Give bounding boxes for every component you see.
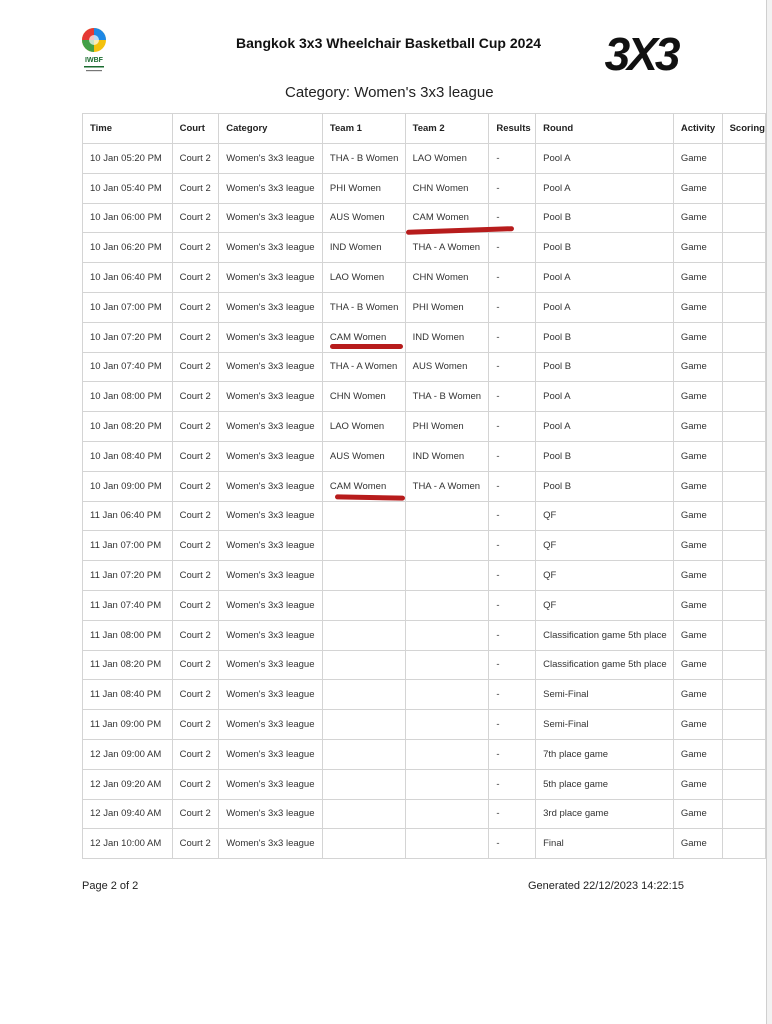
cell-results: - [489, 144, 536, 174]
col-header-team-2: Team 2 [405, 114, 489, 144]
cell-round: Classification game 5th place [536, 620, 674, 650]
cell-round: 3rd place game [536, 799, 674, 829]
3x3-logo-text: 3X3 [604, 28, 678, 76]
cell-category: Women's 3x3 league [219, 203, 323, 233]
cell-scoring [722, 263, 765, 293]
cell-activity: Game [673, 650, 722, 680]
cell-court: Court 2 [172, 680, 219, 710]
cell-activity: Game [673, 561, 722, 591]
page-number: Page 2 of 2 [82, 880, 139, 892]
cell-court: Court 2 [172, 710, 219, 740]
cell-time: 10 Jan 07:40 PM [83, 352, 173, 382]
cell-time: 11 Jan 09:00 PM [83, 710, 173, 740]
cell-results: - [489, 441, 536, 471]
cell-team-1 [322, 650, 405, 680]
cell-scoring [722, 322, 765, 352]
cell-team-2 [405, 739, 489, 769]
table-row [83, 561, 766, 591]
table-row [83, 471, 766, 501]
cell-time: 10 Jan 08:00 PM [83, 382, 173, 412]
table-row [83, 173, 766, 203]
cell-round: Pool A [536, 144, 674, 174]
cell-activity: Game [673, 769, 722, 799]
cell-activity: Game [673, 620, 722, 650]
cell-activity: Game [673, 739, 722, 769]
cell-team-1: AUS Women [322, 203, 405, 233]
cell-round: Pool B [536, 352, 674, 382]
cell-results: - [489, 531, 536, 561]
cell-scoring [722, 292, 765, 322]
cell-activity: Game [673, 412, 722, 442]
cell-scoring [722, 412, 765, 442]
cell-team-1: LAO Women [322, 263, 405, 293]
cell-round: Pool A [536, 292, 674, 322]
cell-round: 5th place game [536, 769, 674, 799]
cell-category: Women's 3x3 league [219, 531, 323, 561]
table-row [83, 144, 766, 174]
table-header-row [83, 114, 766, 144]
cell-time: 10 Jan 08:20 PM [83, 412, 173, 442]
cell-scoring [722, 620, 765, 650]
cell-activity: Game [673, 710, 722, 740]
cell-category: Women's 3x3 league [219, 650, 323, 680]
table-row [83, 233, 766, 263]
cell-court: Court 2 [172, 531, 219, 561]
3x3-logo [585, 28, 697, 76]
cell-team-1: LAO Women [322, 412, 405, 442]
cell-activity: Game [673, 263, 722, 293]
cell-time: 10 Jan 05:40 PM [83, 173, 173, 203]
cell-time: 10 Jan 06:20 PM [83, 233, 173, 263]
cell-court: Court 2 [172, 144, 219, 174]
col-header-team-1: Team 1 [322, 114, 405, 144]
table-row [83, 710, 766, 740]
cell-activity: Game [673, 531, 722, 561]
cell-round: Pool B [536, 203, 674, 233]
cell-category: Women's 3x3 league [219, 829, 323, 859]
cell-activity: Game [673, 382, 722, 412]
cell-team-1: CAM Women [322, 471, 405, 501]
cell-team-2 [405, 620, 489, 650]
table-row [83, 620, 766, 650]
cell-activity: Game [673, 441, 722, 471]
cell-time: 12 Jan 09:00 AM [83, 739, 173, 769]
cell-team-1: CAM Women [322, 322, 405, 352]
cell-team-2 [405, 501, 489, 531]
cell-time: 12 Jan 10:00 AM [83, 829, 173, 859]
table-row [83, 263, 766, 293]
cell-team-2: IND Women [405, 322, 489, 352]
cell-team-1: THA - A Women [322, 352, 405, 382]
cell-category: Women's 3x3 league [219, 412, 323, 442]
cell-court: Court 2 [172, 441, 219, 471]
cell-round: QF [536, 501, 674, 531]
cell-team-1: AUS Women [322, 441, 405, 471]
cell-activity: Game [673, 233, 722, 263]
table-row [83, 769, 766, 799]
table-row [83, 590, 766, 620]
table-row [83, 829, 766, 859]
cell-activity: Game [673, 680, 722, 710]
cell-court: Court 2 [172, 322, 219, 352]
cell-results: - [489, 650, 536, 680]
cell-time: 11 Jan 06:40 PM [83, 501, 173, 531]
cell-category: Women's 3x3 league [219, 263, 323, 293]
cell-category: Women's 3x3 league [219, 710, 323, 740]
cell-results: - [489, 263, 536, 293]
cell-scoring [722, 799, 765, 829]
cell-category: Women's 3x3 league [219, 322, 323, 352]
cell-scoring [722, 829, 765, 859]
cell-results: - [489, 501, 536, 531]
cell-team-2: PHI Women [405, 292, 489, 322]
cell-results: - [489, 322, 536, 352]
cell-team-2 [405, 769, 489, 799]
table-row [83, 322, 766, 352]
cell-team-2 [405, 650, 489, 680]
cell-category: Women's 3x3 league [219, 590, 323, 620]
cell-category: Women's 3x3 league [219, 292, 323, 322]
cell-team-1 [322, 799, 405, 829]
cell-activity: Game [673, 471, 722, 501]
cell-time: 12 Jan 09:20 AM [83, 769, 173, 799]
cell-results: - [489, 412, 536, 442]
table-body [83, 144, 766, 859]
cell-scoring [722, 769, 765, 799]
cell-scoring [722, 531, 765, 561]
cell-results: - [489, 739, 536, 769]
cell-activity: Game [673, 144, 722, 174]
cell-team-1: THA - B Women [322, 144, 405, 174]
cell-time: 11 Jan 08:40 PM [83, 680, 173, 710]
cell-court: Court 2 [172, 650, 219, 680]
cell-results: - [489, 680, 536, 710]
cell-team-2: THA - A Women [405, 233, 489, 263]
cell-team-2 [405, 590, 489, 620]
cell-round: 7th place game [536, 739, 674, 769]
cell-team-2 [405, 710, 489, 740]
cell-team-2: CAM Women [405, 203, 489, 233]
cell-results: - [489, 292, 536, 322]
cell-scoring [722, 739, 765, 769]
table-row [83, 680, 766, 710]
cell-time: 10 Jan 07:20 PM [83, 322, 173, 352]
cell-scoring [722, 710, 765, 740]
category-subtitle: Category: Women's 3x3 league [285, 84, 494, 101]
cell-category: Women's 3x3 league [219, 799, 323, 829]
cell-category: Women's 3x3 league [219, 382, 323, 412]
table-row [83, 352, 766, 382]
cell-results: - [489, 620, 536, 650]
table-row [83, 292, 766, 322]
generated-timestamp: Generated 22/12/2023 14:22:15 [528, 880, 684, 892]
cell-scoring [722, 561, 765, 591]
table-row [83, 739, 766, 769]
cell-scoring [722, 203, 765, 233]
cell-time: 10 Jan 05:20 PM [83, 144, 173, 174]
cell-court: Court 2 [172, 412, 219, 442]
cell-time: 10 Jan 08:40 PM [83, 441, 173, 471]
cell-results: - [489, 233, 536, 263]
cell-scoring [722, 173, 765, 203]
cell-results: - [489, 829, 536, 859]
cell-scoring [722, 441, 765, 471]
cell-round: Pool B [536, 233, 674, 263]
table-row [83, 799, 766, 829]
schedule-table [82, 113, 766, 859]
cell-court: Court 2 [172, 173, 219, 203]
cell-category: Women's 3x3 league [219, 471, 323, 501]
cell-court: Court 2 [172, 471, 219, 501]
cell-team-2 [405, 531, 489, 561]
cell-team-1: IND Women [322, 233, 405, 263]
cell-activity: Game [673, 501, 722, 531]
table-row [83, 412, 766, 442]
cell-activity: Game [673, 829, 722, 859]
cell-category: Women's 3x3 league [219, 501, 323, 531]
cell-scoring [722, 352, 765, 382]
cell-court: Court 2 [172, 292, 219, 322]
cell-activity: Game [673, 173, 722, 203]
cell-results: - [489, 590, 536, 620]
cell-court: Court 2 [172, 233, 219, 263]
cell-results: - [489, 352, 536, 382]
cell-court: Court 2 [172, 561, 219, 591]
cell-team-2 [405, 561, 489, 591]
cell-team-1 [322, 829, 405, 859]
cell-round: Classification game 5th place [536, 650, 674, 680]
cell-round: QF [536, 590, 674, 620]
col-header-court: Court [172, 114, 219, 144]
cell-activity: Game [673, 203, 722, 233]
col-header-time: Time [83, 114, 173, 144]
cell-time: 10 Jan 06:40 PM [83, 263, 173, 293]
col-header-round: Round [536, 114, 674, 144]
document-title: Bangkok 3x3 Wheelchair Basketball Cup 2024 [236, 35, 542, 51]
cell-category: Women's 3x3 league [219, 739, 323, 769]
cell-time: 10 Jan 06:00 PM [83, 203, 173, 233]
cell-team-1: CHN Women [322, 382, 405, 412]
cell-time: 10 Jan 09:00 PM [83, 471, 173, 501]
cell-court: Court 2 [172, 769, 219, 799]
cell-team-1 [322, 590, 405, 620]
col-header-results: Results [489, 114, 536, 144]
cell-team-2 [405, 799, 489, 829]
cell-team-2: AUS Women [405, 352, 489, 382]
cell-team-1 [322, 769, 405, 799]
cell-court: Court 2 [172, 352, 219, 382]
cell-results: - [489, 710, 536, 740]
cell-team-2 [405, 680, 489, 710]
cell-team-2: THA - B Women [405, 382, 489, 412]
cell-scoring [722, 144, 765, 174]
cell-round: Pool B [536, 322, 674, 352]
cell-category: Women's 3x3 league [219, 173, 323, 203]
cell-activity: Game [673, 352, 722, 382]
cell-category: Women's 3x3 league [219, 620, 323, 650]
cell-team-1 [322, 501, 405, 531]
cell-time: 11 Jan 07:20 PM [83, 561, 173, 591]
cell-court: Court 2 [172, 590, 219, 620]
table-row [83, 382, 766, 412]
cell-team-1: THA - B Women [322, 292, 405, 322]
cell-time: 11 Jan 08:00 PM [83, 620, 173, 650]
col-header-category: Category [219, 114, 323, 144]
cell-results: - [489, 382, 536, 412]
cell-activity: Game [673, 799, 722, 829]
cell-time: 11 Jan 07:40 PM [83, 590, 173, 620]
cell-team-2: CHN Women [405, 173, 489, 203]
col-header-scoring: Scoring [722, 114, 765, 144]
cell-team-1: PHI Women [322, 173, 405, 203]
cell-team-2: PHI Women [405, 412, 489, 442]
cell-court: Court 2 [172, 203, 219, 233]
cell-results: - [489, 203, 536, 233]
cell-team-2: CHN Women [405, 263, 489, 293]
cell-round: QF [536, 531, 674, 561]
cell-scoring [722, 501, 765, 531]
cell-round: Pool B [536, 441, 674, 471]
cell-team-2: THA - A Women [405, 471, 489, 501]
cell-category: Women's 3x3 league [219, 352, 323, 382]
cell-results: - [489, 799, 536, 829]
table-row [83, 501, 766, 531]
cell-court: Court 2 [172, 799, 219, 829]
iwbf-logo-text: IWBF [85, 57, 103, 64]
cell-activity: Game [673, 292, 722, 322]
cell-scoring [722, 382, 765, 412]
cell-round: Pool A [536, 382, 674, 412]
cell-time: 10 Jan 07:00 PM [83, 292, 173, 322]
cell-activity: Game [673, 322, 722, 352]
cell-category: Women's 3x3 league [219, 680, 323, 710]
cell-team-1 [322, 680, 405, 710]
cell-round: QF [536, 561, 674, 591]
table-row [83, 531, 766, 561]
cell-time: 11 Jan 07:00 PM [83, 531, 173, 561]
cell-team-1 [322, 531, 405, 561]
cell-round: Semi-Final [536, 680, 674, 710]
col-header-activity: Activity [673, 114, 722, 144]
cell-round: Semi-Final [536, 710, 674, 740]
cell-team-1 [322, 620, 405, 650]
table-row [83, 441, 766, 471]
cell-category: Women's 3x3 league [219, 441, 323, 471]
cell-team-1 [322, 710, 405, 740]
cell-round: Pool A [536, 173, 674, 203]
cell-results: - [489, 769, 536, 799]
cell-results: - [489, 561, 536, 591]
cell-category: Women's 3x3 league [219, 561, 323, 591]
cell-results: - [489, 471, 536, 501]
annotation-underline [330, 344, 403, 349]
cell-team-1 [322, 739, 405, 769]
cell-court: Court 2 [172, 382, 219, 412]
cell-results: - [489, 173, 536, 203]
cell-category: Women's 3x3 league [219, 233, 323, 263]
cell-court: Court 2 [172, 829, 219, 859]
cell-team-1 [322, 561, 405, 591]
cell-scoring [722, 680, 765, 710]
iwbf-logo [80, 26, 108, 76]
cell-activity: Game [673, 590, 722, 620]
cell-scoring [722, 590, 765, 620]
cell-round: Pool B [536, 471, 674, 501]
cell-scoring [722, 233, 765, 263]
cell-court: Court 2 [172, 739, 219, 769]
cell-round: Pool A [536, 263, 674, 293]
cell-scoring [722, 650, 765, 680]
cell-round: Pool A [536, 412, 674, 442]
cell-category: Women's 3x3 league [219, 144, 323, 174]
cell-time: 12 Jan 09:40 AM [83, 799, 173, 829]
cell-team-2 [405, 829, 489, 859]
cell-team-2: LAO Women [405, 144, 489, 174]
cell-court: Court 2 [172, 263, 219, 293]
cell-court: Court 2 [172, 620, 219, 650]
cell-scoring [722, 471, 765, 501]
cell-round: Final [536, 829, 674, 859]
cell-court: Court 2 [172, 501, 219, 531]
cell-time: 11 Jan 08:20 PM [83, 650, 173, 680]
table-row [83, 650, 766, 680]
cell-category: Women's 3x3 league [219, 769, 323, 799]
cell-team-2: IND Women [405, 441, 489, 471]
